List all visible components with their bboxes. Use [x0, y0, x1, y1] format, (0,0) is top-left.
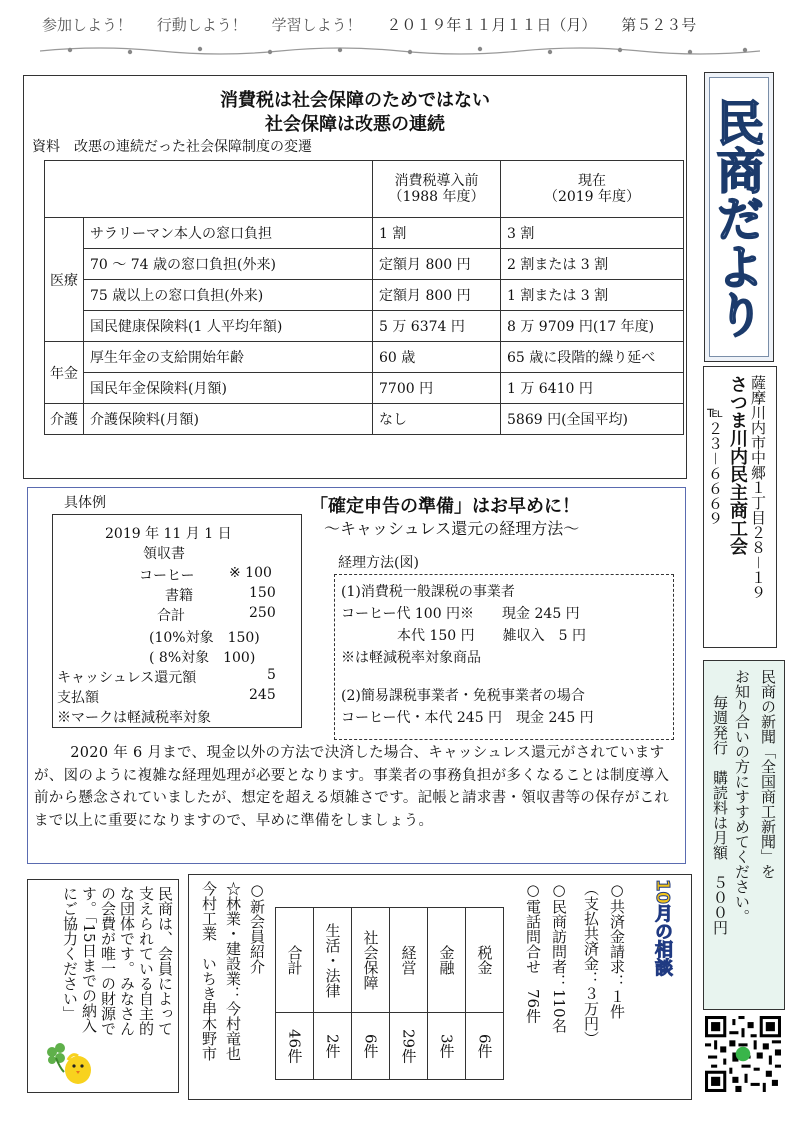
street-address: 薩摩川内市中郷１丁目２８－１９ — [749, 375, 767, 601]
feature-headline: 消費税は社会保障のためではない — [220, 90, 490, 111]
tax-article-body: 2020 年 6 月まで、現金以外の方法で決済した場合、キャッシュレス還元がされていますが、図のように複雑な経理処理が必要となります。事業者の事務負担が多くなることは制度導入前から懸念されていましたが、想定を超える煩雑さです。記帳と請求書・領収書等の保存がこれまで以上に重要になりますので、早めに準備をしましょう。 — [34, 745, 670, 829]
comparison-table — [44, 160, 684, 435]
receipt-paid-value: 245 — [249, 687, 276, 703]
row-before: 60 歳 — [373, 342, 501, 373]
column-header-before: 消費税導入前 （1988 年度） — [373, 161, 501, 218]
row-now: 65 歳に段階的繰り延べ — [501, 342, 684, 373]
count-cell: 46件 — [276, 1013, 314, 1080]
count-cell: 2件 — [314, 1013, 352, 1080]
newspaper-promo — [703, 660, 785, 1010]
table-row — [45, 249, 684, 280]
row-item: 介護保険料(月額) — [84, 404, 373, 435]
sample-receipt — [52, 514, 302, 728]
receipt-total-value: 250 — [249, 605, 276, 621]
category-cell: 金融 — [428, 908, 466, 1013]
category-cell: 合計 — [276, 908, 314, 1013]
promo-line-2: お知り合いの方にすすめてください。 — [733, 669, 751, 924]
row-item: 75 歳以上の窓口負担(外来) — [84, 280, 373, 311]
receipt-rate10: (10%対象 150) — [149, 630, 260, 646]
method-line: ※は軽減税率対象商品 — [341, 650, 481, 666]
receipt-cashless-value: 5 — [267, 667, 276, 683]
qr-code[interactable] — [705, 1016, 781, 1092]
table-corner — [45, 161, 373, 218]
row-before: 1 割 — [373, 218, 501, 249]
row-item: 70 ～ 74 歳の窓口負担(外来) — [84, 249, 373, 280]
category-medical: 医療 — [45, 218, 84, 342]
row-now: 5869 円(全国平均) — [501, 404, 684, 435]
method-line: コーヒー代・本代 245 円 現金 245 円 — [341, 710, 594, 726]
membership-fee-text: 民商は、会員によって支えられている自主的な団体です。みなさんの会費が唯一の財源です。「15日までの納入にご協力ください」 — [61, 886, 174, 1036]
feature-subheadline: 社会保障は改悪の連続 — [265, 114, 445, 135]
phone-number: ℡２３－６６６９ — [706, 403, 724, 527]
receipt-coffee-label: コーヒー — [139, 568, 195, 584]
receipt-book-label: 書籍 — [165, 588, 193, 604]
count-cell: 6件 — [352, 1013, 390, 1080]
method-heading-1: (1)消費税一般課税の事業者 — [341, 584, 515, 600]
chick-clover-illustration — [42, 1038, 94, 1088]
consult-line: ○電話問合せ 76件 — [524, 881, 542, 1024]
receipt-total-label: 合計 — [157, 608, 185, 624]
method-label: 経理方法(図) — [338, 555, 419, 571]
count-cell: 3件 — [428, 1013, 466, 1080]
new-member-line: 今村工業 いちき串木野市 — [200, 881, 218, 1061]
receipt-coffee-value: ※ 100 — [229, 565, 272, 581]
row-before: なし — [373, 404, 501, 435]
row-now: 8 万 9709 円(17 年度) — [501, 311, 684, 342]
example-label: 具体例 — [64, 495, 106, 511]
table-row — [45, 373, 684, 404]
row-now: 3 割 — [501, 218, 684, 249]
monthly-consultations — [188, 874, 692, 1100]
masthead — [42, 14, 762, 40]
tax-subheadline: ～キャッシュレス還元の経理方法～ — [324, 519, 580, 538]
organization-address — [703, 366, 777, 648]
consult-line: （支払共済金：３万円） — [582, 881, 600, 1046]
table-row — [45, 311, 684, 342]
row-now: 1 万 6410 円 — [501, 373, 684, 404]
tax-return-section — [27, 487, 686, 864]
consultation-badge: 10月の相談 — [652, 879, 673, 977]
category-pension: 年金 — [45, 342, 84, 404]
row-before: 定額月 800 円 — [373, 280, 501, 311]
receipt-book-value: 150 — [249, 585, 276, 601]
row-item: 厚生年金の支給開始年齢 — [84, 342, 373, 373]
receipt-cashless-label: キャッシュレス還元額 — [57, 670, 197, 686]
row-before: 定額月 800 円 — [373, 249, 501, 280]
issue-date: ２０１９年１１月１１日（月） — [386, 16, 597, 34]
receipt-title: 領収書 — [143, 546, 185, 562]
promo-line-1: 民商の新聞「全国商工新聞」を — [759, 669, 777, 879]
slogan-participate: 参加しよう！ — [42, 16, 133, 34]
column-header-now: 現在 （2019 年度） — [501, 161, 684, 218]
count-cell: 29件 — [390, 1013, 428, 1080]
receipt-date: 2019 年 11 月 1 日 — [105, 526, 232, 542]
consultation-count-table — [275, 907, 504, 1080]
count-cell: 6件 — [466, 1013, 504, 1080]
method-heading-2: (2)簡易課税事業者・免税事業者の場合 — [341, 688, 585, 704]
row-before: 5 万 6374 円 — [373, 311, 501, 342]
method-line: 本代 150 円 雑収入 5 円 — [397, 628, 586, 644]
new-member-line: ☆林業・建設業：今村竜也 — [224, 881, 242, 1061]
feature-source: 資料 改悪の連続だった社会保障制度の変遷 — [32, 139, 312, 155]
row-item: 国民健康保険料(1 人平均年額) — [84, 311, 373, 342]
newsletter-title: 民商だより — [708, 98, 764, 338]
promo-line-3: 毎週発行 購読料は月額 ５００円 — [711, 695, 729, 935]
method-line: コーヒー代 100 円※ 現金 245 円 — [341, 606, 580, 622]
category-cell: 税金 — [466, 908, 504, 1013]
category-cell: 生活・法律 — [314, 908, 352, 1013]
category-cell: 経営 — [390, 908, 428, 1013]
slogan-learn: 学習しよう！ — [271, 16, 362, 34]
row-now: 2 割または 3 割 — [501, 249, 684, 280]
row-item: 国民年金保険料(月額) — [84, 373, 373, 404]
receipt-rate8: ( 8%対象 100) — [149, 650, 256, 666]
table-row — [45, 218, 684, 249]
social-security-feature — [23, 75, 687, 479]
new-members-title: ○新会員紹介 — [248, 881, 266, 974]
issue-number: 第５２３号 — [621, 16, 697, 34]
organization-name: さつま川内民主商工会 — [727, 375, 748, 555]
category-cell: 社会保障 — [352, 908, 390, 1013]
receipt-paid-label: 支払額 — [57, 690, 99, 706]
slogan-act: 行動しよう！ — [156, 16, 247, 34]
table-row — [45, 404, 684, 435]
tax-headline: 「確定申告の準備」はお早めに！ — [310, 496, 580, 517]
table-row — [45, 342, 684, 373]
star-garland-divider — [40, 42, 760, 60]
row-item: サラリーマン本人の窓口負担 — [84, 218, 373, 249]
table-row — [45, 280, 684, 311]
membership-fee-note — [27, 879, 179, 1093]
accounting-method-diagram — [334, 574, 674, 740]
row-before: 7700 円 — [373, 373, 501, 404]
consult-line: ○民商訪問者：110名 — [550, 881, 568, 1033]
consult-line: ○共済金請求：１件 — [608, 881, 626, 1019]
receipt-note: ※マークは軽減税率対象 — [57, 710, 211, 726]
row-now: 1 割または 3 割 — [501, 280, 684, 311]
newsletter-title-banner — [704, 72, 774, 362]
category-care: 介護 — [45, 404, 84, 435]
